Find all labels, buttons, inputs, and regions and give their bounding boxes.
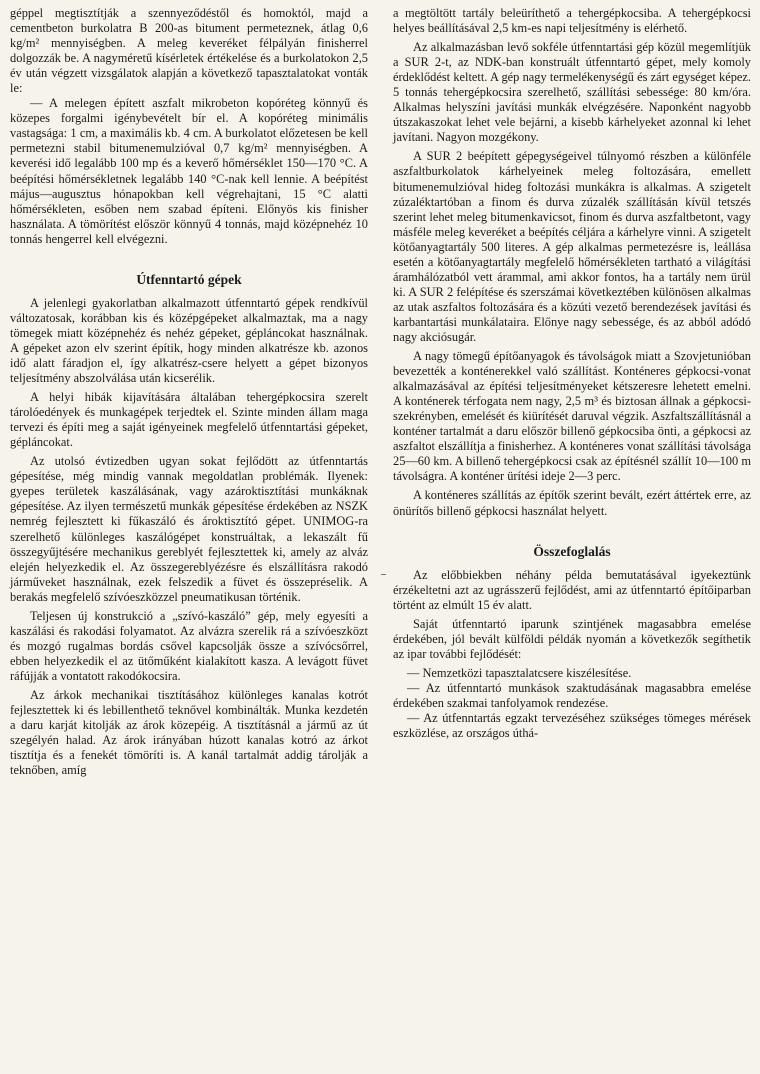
right-column — [393, 6, 751, 741]
paragraph: Az előbbiekben néhány példa bemutatásával igyekeztünk érzékeltetni azt az ugrásszerű fejlődést, ami az útfenntartó építőiparban történt az elmúlt 15 év alatt. — [393, 567, 751, 612]
section-heading: Összefoglalás — [533, 543, 611, 559]
list-item: — Az útfenntartó munkások szaktudásának magasabbra emelése érdekében szakmai tanfolyamok rendezése. — [393, 680, 751, 710]
section-heading: Útfenntartó gépek — [136, 271, 242, 287]
paragraph: Az alkalmazásban levő sokféle útfenntartási gép közül megemlítjük a SUR 2-t, az NDK-ban konstruált útfenntartó gépet, mely komoly érdeklődést keltett. A gép nagy termelékenységű és zárt egységet képez. 5 tonnás tehergépkocsira szerelhető, szállítási sebessége: 80 km/óra. Alkalmas helyszíni javítási munkák elvégzésére. Naponként nagyobb útszakaszokat lehet vele bejárni, a kisebb kárhelyeket azonnal ki lehet javítani. Nagyon mozgékony. — [393, 40, 751, 145]
list-item: — Nemzetközi tapasztalatcsere kiszélesítése. — [407, 665, 632, 680]
paragraph: a megtöltött tartály beleüríthető a tehergépkocsiba. A tehergépkocsi helyes beállításával 2,5 km-es napi teljesítmény is elérhető. — [393, 6, 751, 36]
paragraph: A nagy tömegű építőanyagok és távolságok miatt a Szovjetunióban bevezették a konténerekkel való szállítást. Konténeres gépkocsi-vonat alkalmazásával az építési teljesítményeket kétszeresre lehetett emelni. A konténerek térfogata nem nagy, 2,5 m³ és biztosan állnak a gépkocsi-szekrényben, emelését és kiürítését daruval végzik. Aszfaltszállításnál a konténer tartalmát a daru először billenő gépkocsiba önti, a gépkocsi az aszfaltot elszállítja a finisherhez. A konténeres vonat szállítási távolsága 25—60 km. A billenő tehergépkocsi csak az építésnél szállít 10—100 m távolságra. A konténer ürítési ideje 2—3 perc. — [393, 349, 751, 484]
list-item: — Az útfenntartás egzakt tervezéséhez szükséges tömeges mérések eszközlése, az országos úthá- — [393, 711, 751, 741]
paragraph: Az árkok mechanikai tisztításához különleges kanalas kotrót fejlesztettek ki és lebillenthető teknővel kombinálták. Munka kezdetén a daru karját kitolják az árok közepéig. A tisztításnál a jármű az út szegélyén halad. Az árok irányában húzott kanalas kotró az árkot tisztítja és a fenekét tömöríti is. A kanál tartalmát addig tárolják a teknőben, amíg — [10, 687, 368, 778]
left-column — [10, 6, 368, 778]
paragraph: — A melegen épített aszfalt mikrobeton kopóréteg könnyű és közepes forgalmi igénybevételt bír el. A kopóréteg minimális vastagsága: 1 cm, a maximális kb. 4 cm. A burkolatot előzetesen be kell permetezni stabil bitumenemulzióval 0,7 kg/m² mennyiségben. A keverési idő legalább 100 mp és a keverő hőmérséklet 150—170 °C. A beépítési hőmérsékletnek legalább 140 °C-nak kell lennie. A beépítést május—augusztus hónapokban kell végrehajtani, 15 °C alatti hőmérsékleten, esőben nem szabad építeni. Előnyös kis finisher használata. A tömörítést először könnyű 4 tonnás, majd középnehéz 10 tonnás hengerrel kell elvégezni. — [10, 96, 368, 246]
paragraph: Az utolsó évtizedben ugyan sokat fejlődött az útfenntartás gépesítése, még mindig vannak megoldatlan problémák. Ilyenek: gyepes területek kaszálásának, vagy azároktisztítási munkáknak gépesítése. Az ilyen természetű munkák gépesítése érdekében az NSZK nemrég fejlesztett ki fűkaszáló és ároktisztító gépet. UNIMOG-ra szerelhető különleges kaszálógépet konstruáltak, a lekaszált fű összegyűjtésére mechanikus gereblyét fejlesztettek ki, amely az alváz elején helyezkedik el. Az összegereblyézésre és elszállításra rakodó járműveket használnak, ezek felszedik a füvet és összepréselik. A berakás megfelelő szívóeszközzel pneumatikusan történik. — [10, 454, 368, 604]
paragraph: Teljesen új konstrukció a „szívó-kaszáló” gép, mely egyesíti a kaszálási és rakodási folyamatot. Az alvázra szerelik rá a szívóeszközt és mozgó rugalmas bordás csővel kapcsolják össze a szívócsőrrel, ebben helyezkedik el az ütőműként kialakított kasza. A levágott füvet ráfújják a vontatott rakodókocsira. — [10, 608, 368, 683]
print-mark — [381, 574, 386, 575]
paragraph: A jelenlegi gyakorlatban alkalmazott útfenntartó gépek rendkívül változatosak, korábban kis és középgépeket alkalmaztak, ma a nagy tömegek miatt középnehéz és nehéz gépeket, gépláncokat használnak. A gépeket azon elv szerint építik, hogy minden alkatrésze kb. azonos idő alatt fáradjon el, így alkatrész-csere helyett a gépet bizonyos teljesítmény abszolválása után kicserélik. — [10, 295, 368, 386]
paragraph: géppel megtisztítják a szennyeződéstől és homoktól, majd a cementbeton burkolatra B 200-as bitument permeteznek, átlag 0,6 kg/m² mennyiségben. A meleg keveréket félpályán finisherrel dolgozzák be. A nagyméretű kísérletek értékelése és a burkolatokon 2,5 év után végzett vizsgálatok alapján a következő tapasztalatokat vonták le: — [10, 6, 368, 96]
paragraph: A konténeres szállítás az építők szerint bevált, ezért áttértek erre, az önürítős billenő gépkocsi használat helyett. — [393, 488, 751, 518]
paragraph: Saját útfenntartó iparunk szintjének magasabbra emelése érdekében, jól bevált külföldi példák nyomán a következők segíthetik az ipar további fejlődését: — [393, 616, 751, 661]
paragraph: A helyi hibák kijavítására általában tehergépkocsira szerelt tárolóedények és munkagépek terjedtek el. Szinte minden állam maga tervezi és építi meg a saját igényeinek megfelelő útfenntartási gépeket, gépláncokat. — [10, 390, 368, 450]
paragraph: A SUR 2 beépített gépegységeivel túlnyomó részben a különféle aszfaltburkolatok kárhelyeinek meleg foltozására, emellett bitumenemulzióval hideg foltozási munkákra is alkalmas. A szigetelt zúzaléktartóban a finom és durva zúzalék szállításán kívül tetszés szerint lehet meleg bitumenkavicsot, finom és durva aszfaltbetont, vagy másféle meleg keveréket a beépítés céljára a kárhelyre vinni. A szigetelt kötőanyagtartály 500 literes. A gép alkalmas permetezésre is, leállása esetén a kötőanyagtartály megfelelő hőmérsékleten tartható a világítási áramhálózatból vett árammal, ami akkor fontos, ha a tartály nem ürül ki. A SUR 2 felépítése és szerszámai következtében különösen alkalmas az utak aszfaltos foltozására és a közúti vezető berendezések javítási és karbantartási munkálataira. Előnye nagy sebessége, és az abból adódó nagy akciósugár. — [393, 149, 751, 344]
